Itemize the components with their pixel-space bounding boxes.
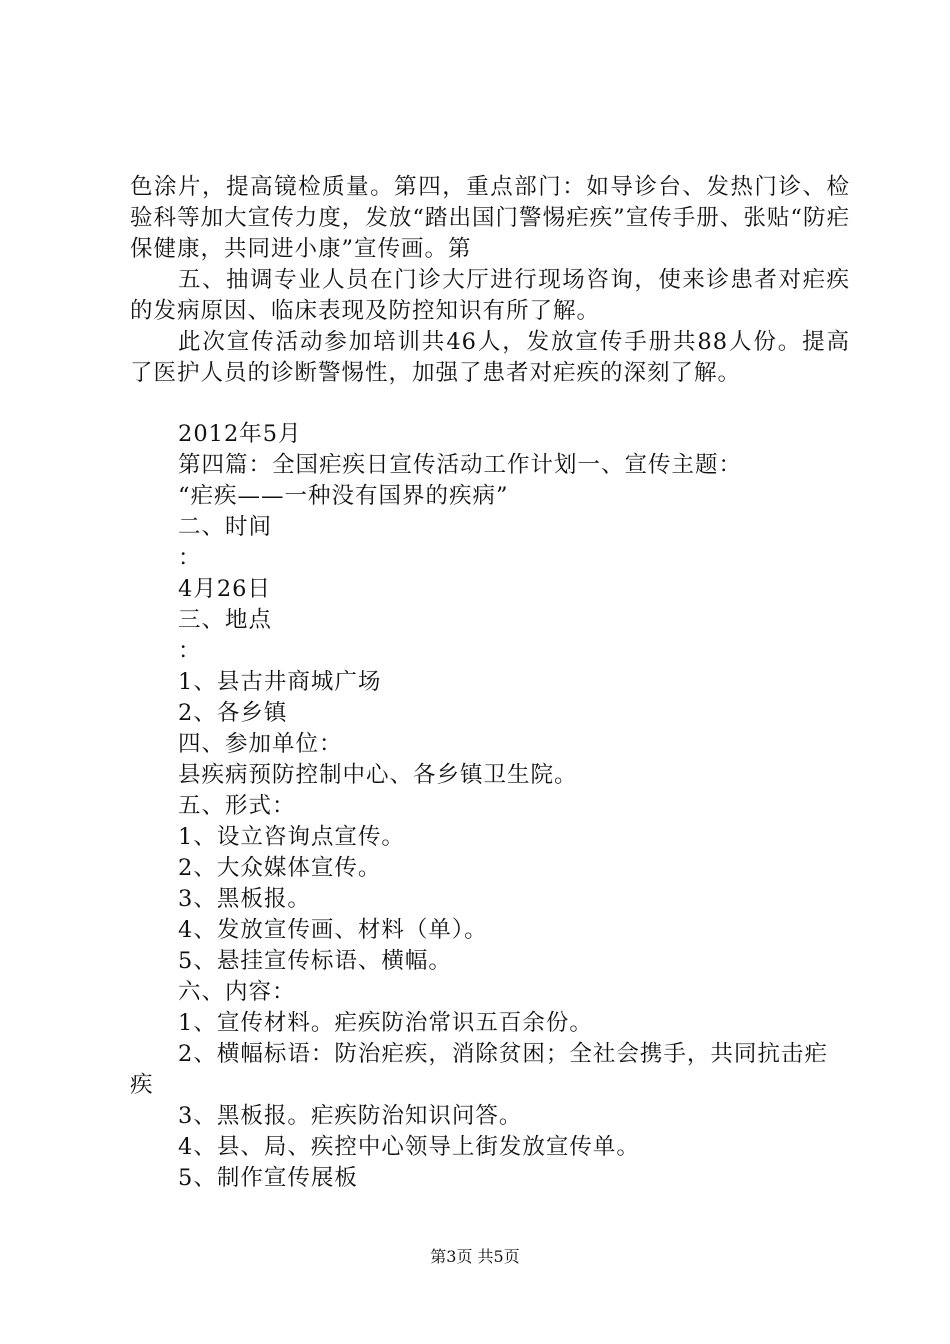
date-line: 2012年5月 — [178, 421, 302, 447]
heading-location: 三、地点 — [178, 607, 273, 633]
participants-value: 县疾病预防控制中心、各乡镇卫生院。 — [178, 762, 578, 788]
heading-participants: 四、参加单位： — [178, 731, 343, 757]
content-item: 1、宣传材料。疟疾防治常识五百余份。 — [178, 1010, 593, 1036]
theme-line: “疟疾——一种没有国界的疾病” — [178, 483, 509, 509]
content-item: 5、制作宣传展板 — [178, 1165, 358, 1191]
content-item: 4、县、局、疾控中心领导上街发放宣传单。 — [178, 1134, 640, 1160]
paragraph-gap — [130, 389, 850, 419]
format-item: 1、设立咨询点宣传。 — [178, 824, 405, 850]
location-item: 2、各乡镇 — [178, 700, 288, 726]
colon-line: ： — [178, 638, 202, 664]
paragraph-consultation: 五、抽调专业人员在门诊大厅进行现场咨询，使来诊患者对疟疾的发病原因、临床表现及防控知识有所了解。 — [130, 267, 850, 324]
paragraph-continuation: 色涂片，提高镜检质量。第四，重点部门：如导诊台、发热门诊、检验科等加大宣传力度，发放“踏出国门警惕疟疾”宣传手册、张贴“防疟保健康，共同进小康”宣传画。第 — [130, 174, 850, 262]
content-item: 3、黑板报。疟疾防治知识问答。 — [178, 1103, 523, 1129]
format-item: 3、黑板报。 — [178, 886, 311, 912]
content-item: 2、横幅标语：防治疟疾，消除贫困；全社会携手，共同抗击疟疾 — [130, 1041, 828, 1098]
paragraph-summary: 此次宣传活动参加培训共46人，发放宣传手册共88人份。提高了医护人员的诊断警惕性，加强了患者对疟疾的深刻了解。 — [130, 329, 850, 386]
format-item: 5、悬挂宣传标语、横幅。 — [178, 948, 452, 974]
section-title: 第四篇：全国疟疾日宣传活动工作计划一、宣传主题： — [178, 452, 743, 478]
time-value: 4月26日 — [178, 576, 271, 602]
location-item: 1、县古井商城广场 — [178, 669, 382, 695]
heading-time: 二、时间 — [178, 514, 273, 540]
format-item: 2、大众媒体宣传。 — [178, 855, 382, 881]
heading-content: 六、内容： — [178, 979, 296, 1005]
heading-format: 五、形式： — [178, 793, 296, 819]
format-item: 4、发放宣传画、材料（单）。 — [178, 917, 488, 943]
document-body — [130, 172, 850, 1194]
page-footer: 第3页 共5页 — [430, 1247, 520, 1266]
colon-line: ： — [178, 545, 202, 571]
